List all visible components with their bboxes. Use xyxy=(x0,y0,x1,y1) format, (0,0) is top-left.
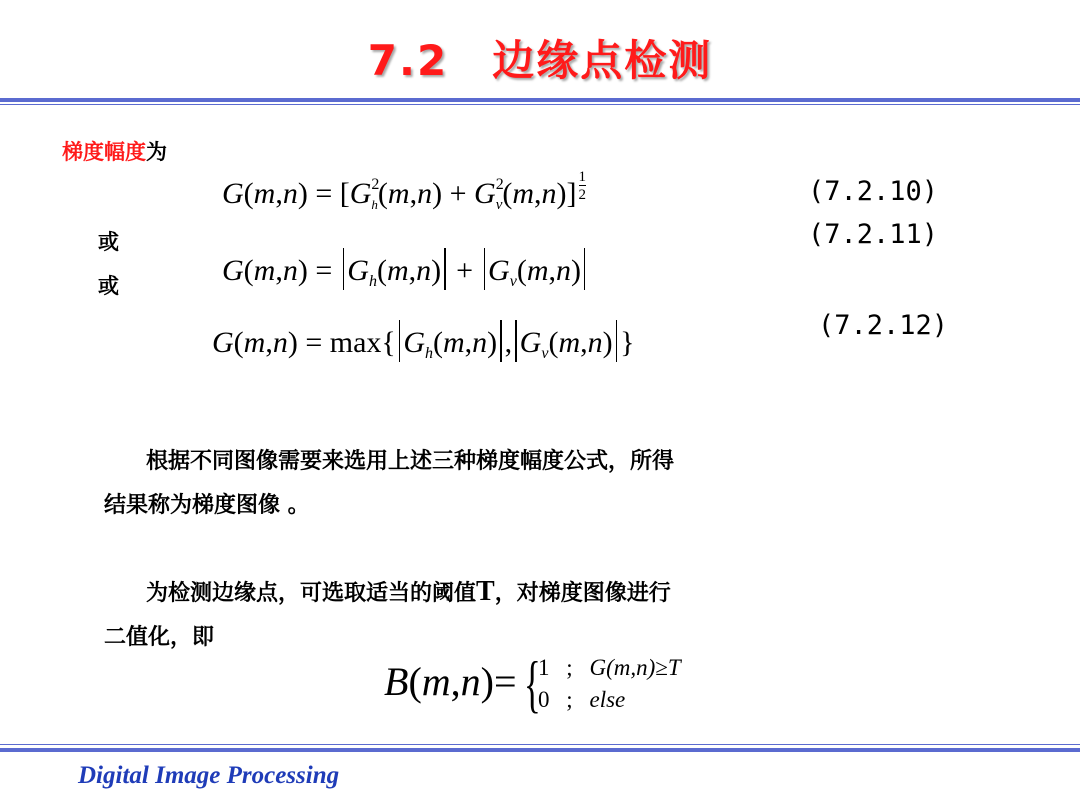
gradient-label-red: 梯度幅度 xyxy=(62,140,146,164)
paragraph-gradient-image xyxy=(104,440,1044,528)
footer-rule-thin xyxy=(0,744,1080,745)
threshold-symbol: T xyxy=(476,576,495,607)
header-rule-thick xyxy=(0,98,1080,102)
or-label-2: 或 xyxy=(98,274,119,298)
paragraph-2-line-1-b: ，对梯度图像进行 xyxy=(494,581,671,606)
equation-number-1: (7.2.10) xyxy=(808,176,939,207)
equation-number-3: (7.2.12) xyxy=(818,310,949,341)
binarize-cases xyxy=(538,652,681,716)
paragraph-2-line-1 xyxy=(104,570,1044,616)
gradient-label-suffix: 为 xyxy=(146,140,167,164)
equation-abs-sum: $G(m,n) = G_h(m,n) + G_v(m,n)$ xyxy=(222,248,588,291)
footer-course-title: Digital Image Processing xyxy=(78,762,340,789)
equation-number-2: (7.2.11) xyxy=(808,219,939,250)
paragraph-2-line-2: 二值化，即 xyxy=(104,625,215,650)
paragraph-threshold xyxy=(104,570,1044,660)
footer-rule-thick xyxy=(0,748,1080,752)
equation-max: G(m,n) = max{ $G_h(m,n)$ , $G_v(m,n)$ } xyxy=(212,320,635,363)
paragraph-1-line-1: 根据不同图像需要来选用上述三种梯度幅度公式，所得 xyxy=(146,449,675,474)
or-label-1: 或 xyxy=(98,230,119,254)
equation-gradient-magnitude: $G(m,n) = [G^2_h(m,n) + G^2_v(m,n)]$ 1 2 xyxy=(222,169,587,213)
header-rule-thin xyxy=(0,104,1080,105)
equation-binarize: B(m,n)= { xyxy=(384,648,541,719)
page-title: 7.2 边缘点检测 xyxy=(367,36,713,85)
binarize-case-2: 0 ; else xyxy=(538,687,626,712)
gradient-label xyxy=(62,136,167,166)
paragraph-2-line-1-a: 为检测边缘点，可选取适当的阈值 xyxy=(146,581,477,606)
paragraph-1-line-2: 结果称为梯度图像 。 xyxy=(104,493,310,518)
binarize-case-1: 1 ; G(m,n)≥T xyxy=(538,655,681,680)
